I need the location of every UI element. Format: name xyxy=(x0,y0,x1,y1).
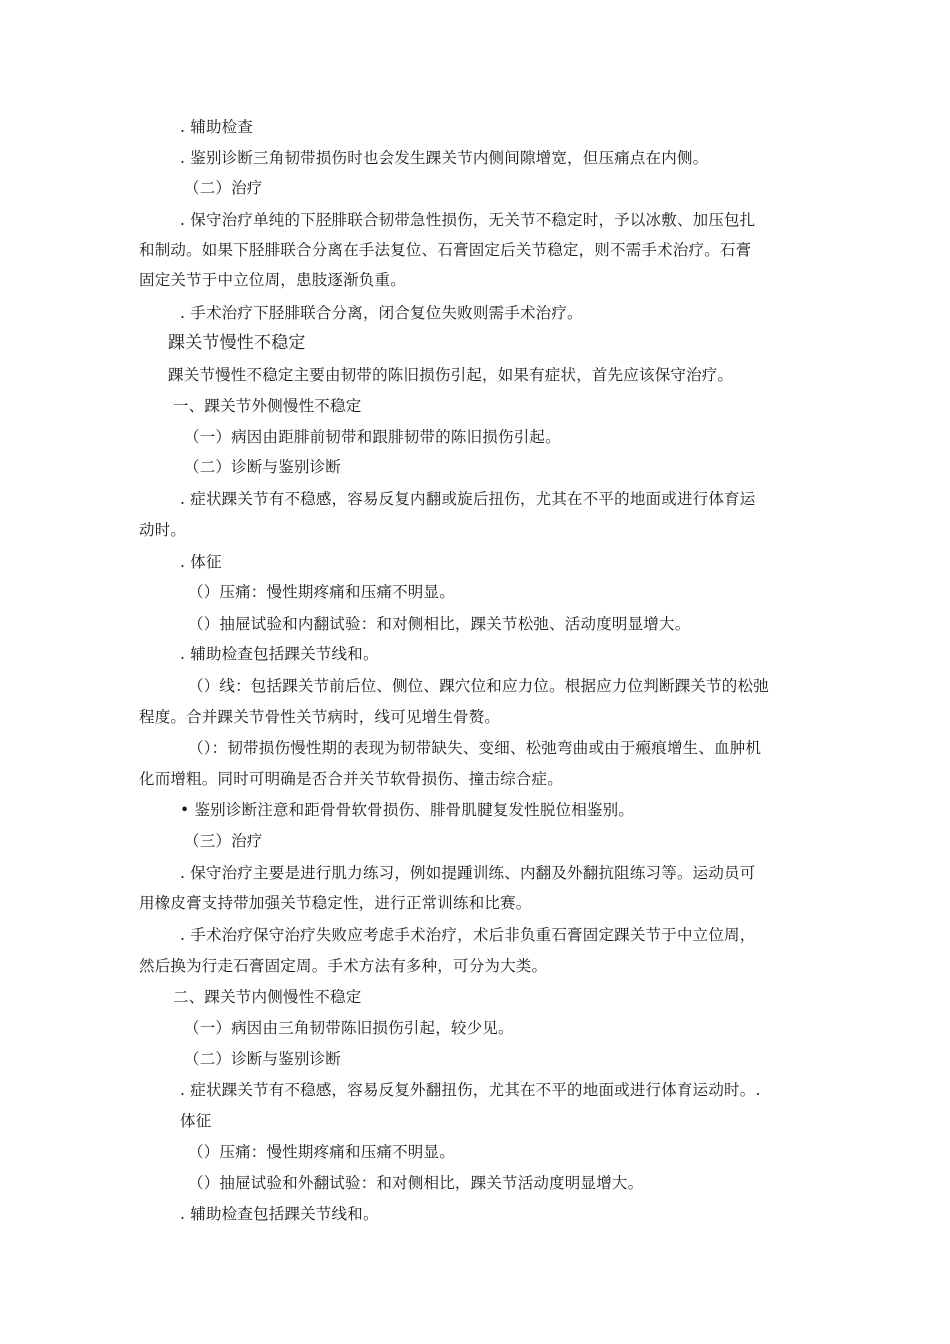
text-line: 化而增粗。同时可明确是否合并关节软骨损伤、撞击综合症。 xyxy=(139,770,563,788)
text-line: • 鉴别诊断注意和距骨骨软骨损伤、腓骨肌腱复发性脱位相鉴别。 xyxy=(180,801,635,819)
text-line: （）压痛：慢性期疼痛和压痛不明显。 xyxy=(188,583,455,601)
text-line: 用橡皮膏支持带加强关节稳定性，进行正常训练和比赛。 xyxy=(139,894,532,912)
text-line: 然后换为行走石膏固定周。手术方法有多种，可分为大类。 xyxy=(139,957,548,975)
text-line: （）：韧带损伤慢性期的表现为韧带缺失、变细、松弛弯曲或由于瘢痕增生、血肿机 xyxy=(188,739,762,757)
section-heading: 一、踝关节外侧慢性不稳定 xyxy=(173,397,362,415)
text-line: 和制动。如果下胫腓联合分离在手法复位、石膏固定后关节稳定，则不需手术治疗。石膏 xyxy=(139,241,752,259)
text-line: （）抽屉试验和外翻试验：和对侧相比，踝关节活动度明显增大。 xyxy=(188,1174,644,1192)
text-line: . 保守治疗单纯的下胫腓联合韧带急性损伤，无关节不稳定时，予以冰敷、加压包扎 xyxy=(180,211,756,229)
subsection-heading: （二）诊断与鉴别诊断 xyxy=(184,1050,342,1068)
text-line: . 辅助检查 xyxy=(180,118,254,136)
text-line: 程度。合并踝关节骨性关节病时，线可见增生骨赘。 xyxy=(139,708,501,726)
text-line: . 症状踝关节有不稳感，容易反复内翻或旋后扭伤，尤其在不平的地面或进行体育运 xyxy=(180,490,756,508)
text-line: . 辅助检查包括踝关节线和。 xyxy=(180,1205,379,1223)
text-line: （）线：包括踝关节前后位、侧位、踝穴位和应力位。根据应力位判断踝关节的松弛 xyxy=(188,677,769,695)
subsection-heading: （二）诊断与鉴别诊断 xyxy=(184,458,342,476)
text-line: . 体征 xyxy=(180,553,222,571)
text-line: . 手术治疗下胫腓联合分离，闭合复位失败则需手术治疗。 xyxy=(180,304,583,322)
subsection-heading: （三）治疗 xyxy=(184,832,263,850)
section-heading: 二、踝关节内侧慢性不稳定 xyxy=(173,988,362,1006)
text-line: 体征 xyxy=(180,1112,212,1130)
text-line: （）压痛：慢性期疼痛和压痛不明显。 xyxy=(188,1143,455,1161)
text-line: . 辅助检查包括踝关节线和。 xyxy=(180,645,379,663)
subsection-heading: （二）治疗 xyxy=(184,179,263,197)
text-line: （一）病因由三角韧带陈旧损伤引起，较少见。 xyxy=(184,1019,514,1037)
text-line: . 手术治疗保守治疗失败应考虑手术治疗，术后非负重石膏固定踝关节于中立位周， xyxy=(180,926,756,944)
text-line: （一）病因由距腓前韧带和跟腓韧带的陈旧损伤引起。 xyxy=(184,428,561,446)
section-title: 踝关节慢性不稳定 xyxy=(168,333,306,353)
text-line: . 症状踝关节有不稳感，容易反复外翻扭伤，尤其在不平的地面或进行体育运动时。. xyxy=(180,1081,761,1099)
text-line: （）抽屉试验和内翻试验：和对侧相比，踝关节松弛、活动度明显增大。 xyxy=(188,615,691,633)
text-line: 固定关节于中立位周，患肢逐渐负重。 xyxy=(139,271,406,289)
text-line: 踝关节慢性不稳定主要由韧带的陈旧损伤引起，如果有症状，首先应该保守治疗。 xyxy=(168,366,734,384)
text-line: . 鉴别诊断三角韧带损伤时也会发生踝关节内侧间隙增宽，但压痛点在内侧。 xyxy=(180,149,709,167)
text-line: . 保守治疗主要是进行肌力练习，例如提踵训练、内翻及外翻抗阻练习等。运动员可 xyxy=(180,864,756,882)
text-line: 动时。 xyxy=(139,521,187,539)
